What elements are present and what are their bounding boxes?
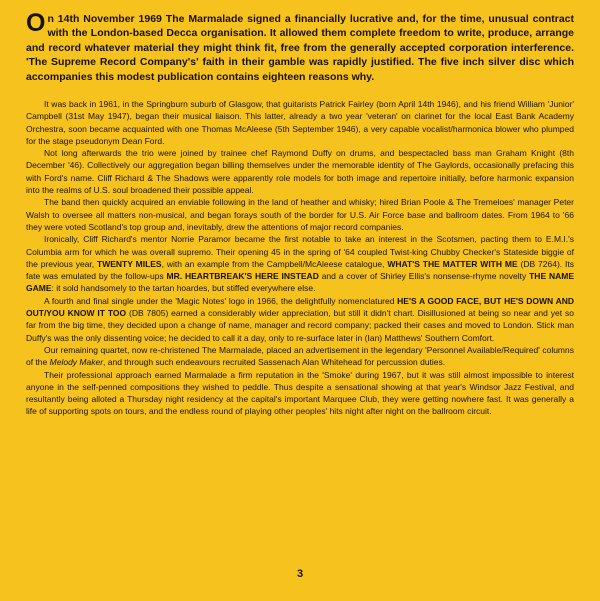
paragraph-5	[26, 295, 574, 344]
page-number: 3	[296, 568, 304, 580]
text-run: (DB 7264). Its fate was emulated by the follow-ups	[26, 258, 574, 282]
text-run: and a cover of Shirley Ellis's nonsense-rhyme novelty	[318, 271, 530, 282]
paragraph-7: Their professional approach earned Marmalade a firm reputation in the 'Smoke' during 1967, but it was still almost impossible to interest anyone in the self-penned compositions they wished to peddle. Thus despite a sensational showing at that year's Windsor Jazz Festival, and resultantly being alloted a Thursday night residency at the capital's important Marquee Club, they were getting nowhere fast. It was generally a life of supporting spots on tours, and the endless round of playing other peoples' hits night after night on the ballroom circuit.	[26, 369, 574, 417]
paragraph-4	[26, 233, 574, 294]
text-run: A fourth and final single under the 'Magic Notes' logo in 1966, the delightfully nomenclatured	[44, 295, 398, 306]
intro-paragraph	[26, 9, 574, 84]
song-title: WHAT'S THE MATTER WITH ME	[387, 258, 518, 269]
text-run: , with an example from the Campbell/McAleese catalogue,	[161, 258, 388, 269]
magazine-title: Melody Maker	[49, 357, 104, 368]
song-title: TWENTY MILES	[97, 258, 162, 269]
text-run: (DB 7805) earned a considerably wider appreciation, but still it didn't chart. Disillusioned at being so near and yet so far from the big time, they decided upon a change of name, manager and record company; packed their cases and moved to London. Stick man Duffy's was the only dissenting voice; he decided to call it a day, only to re-surface later in (Ian) Matthews' Southern Comfort.	[26, 308, 574, 343]
text-run: Our remaining quartet, now re-christened The Marmalade, placed an advertisement in the legendary 'Personnel Available/Required' columns of the	[26, 344, 574, 368]
song-title: THE NAME GAME	[26, 271, 575, 294]
intro-text: n 14th November 1969 The Marmalade signed a financially lucrative and, for the time, unusual contract with the London-based Decca organisation. It allowed them complete freedom to write, produce, arrange and record whatever material they might think fit, free from the generally accepted corporation interference. 'The Supreme Record Company's' faith in their gamble was rapidly justified. The five inch silver disc which accompanies this modest publication contains eighteen reasons why.	[26, 13, 574, 83]
paragraph-6	[26, 344, 574, 369]
paragraph-3: The band then quickly acquired an enviable following in the land of heather and whisky; hired Brian Poole & The Tremeloes' manager Peter Walsh to oversee all matters non-musical, and began forays south of the border for U.S. Air Force base and ballroom dates. From 1964 to '66 they were voted Scotland's top group and, inevitably, drew the attentions of major record companies.	[26, 197, 574, 232]
drop-cap: O	[26, 9, 46, 37]
paragraph-2: Not long afterwards the trio were joined by trainee chef Raymond Duffy on drums, and bespectacled bass man Graham Knight (8th December '46). Collectively our aggregation began billing themselves under the memorable identity of The Gaylords, occasionally prefacing this with Ford's name. Cliff Richard & The Shadows were apparently role models for both image and repertoire initially, before harmonic expansion into the realms of U.S. soul broadened their possible appeal.	[26, 148, 574, 196]
song-title: HE'S A GOOD FACE, BUT HE'S DOWN AND OUT/YOU KNOW IT TOO	[26, 295, 574, 319]
text-run: Ironically, Cliff Richard's mentor Norrie Paramor became the first notable to take an interest in the Scotsmen, pacting them to E.M.I.'s Columbia arm for which he was overall supremo. Their opening 45 in the spring of '64 coupled Twist-king Chubby Checker's Stateside biggie of the previous year,	[26, 234, 574, 269]
text-run: , and through such endeavours recruited Sassenach Alan Whitehead for percussion duties.	[103, 357, 446, 368]
text-run: : it sold handsomely to the tartan hoardes, but stiffed everywhere else.	[51, 283, 316, 294]
song-title: MR. HEARTBREAK'S HERE INSTEAD	[166, 271, 319, 282]
body-text	[26, 98, 574, 418]
paragraph-1: It was back in 1961, in the Springburn suburb of Glasgow, that guitarists Patrick Fairley (born April 14th 1946), and his friend William 'Junior' Campbell (31st May 1947), began their musical liaison. This latter, already a two year 'veteran' on clarinet for the local East Bank Academy Orchestra, soon became acquainted with one Thomas McAleese (5th September 1946), a very capable vocalist/harmonica blower who plumped for the stage pseudonym Dean Ford.	[26, 99, 574, 146]
